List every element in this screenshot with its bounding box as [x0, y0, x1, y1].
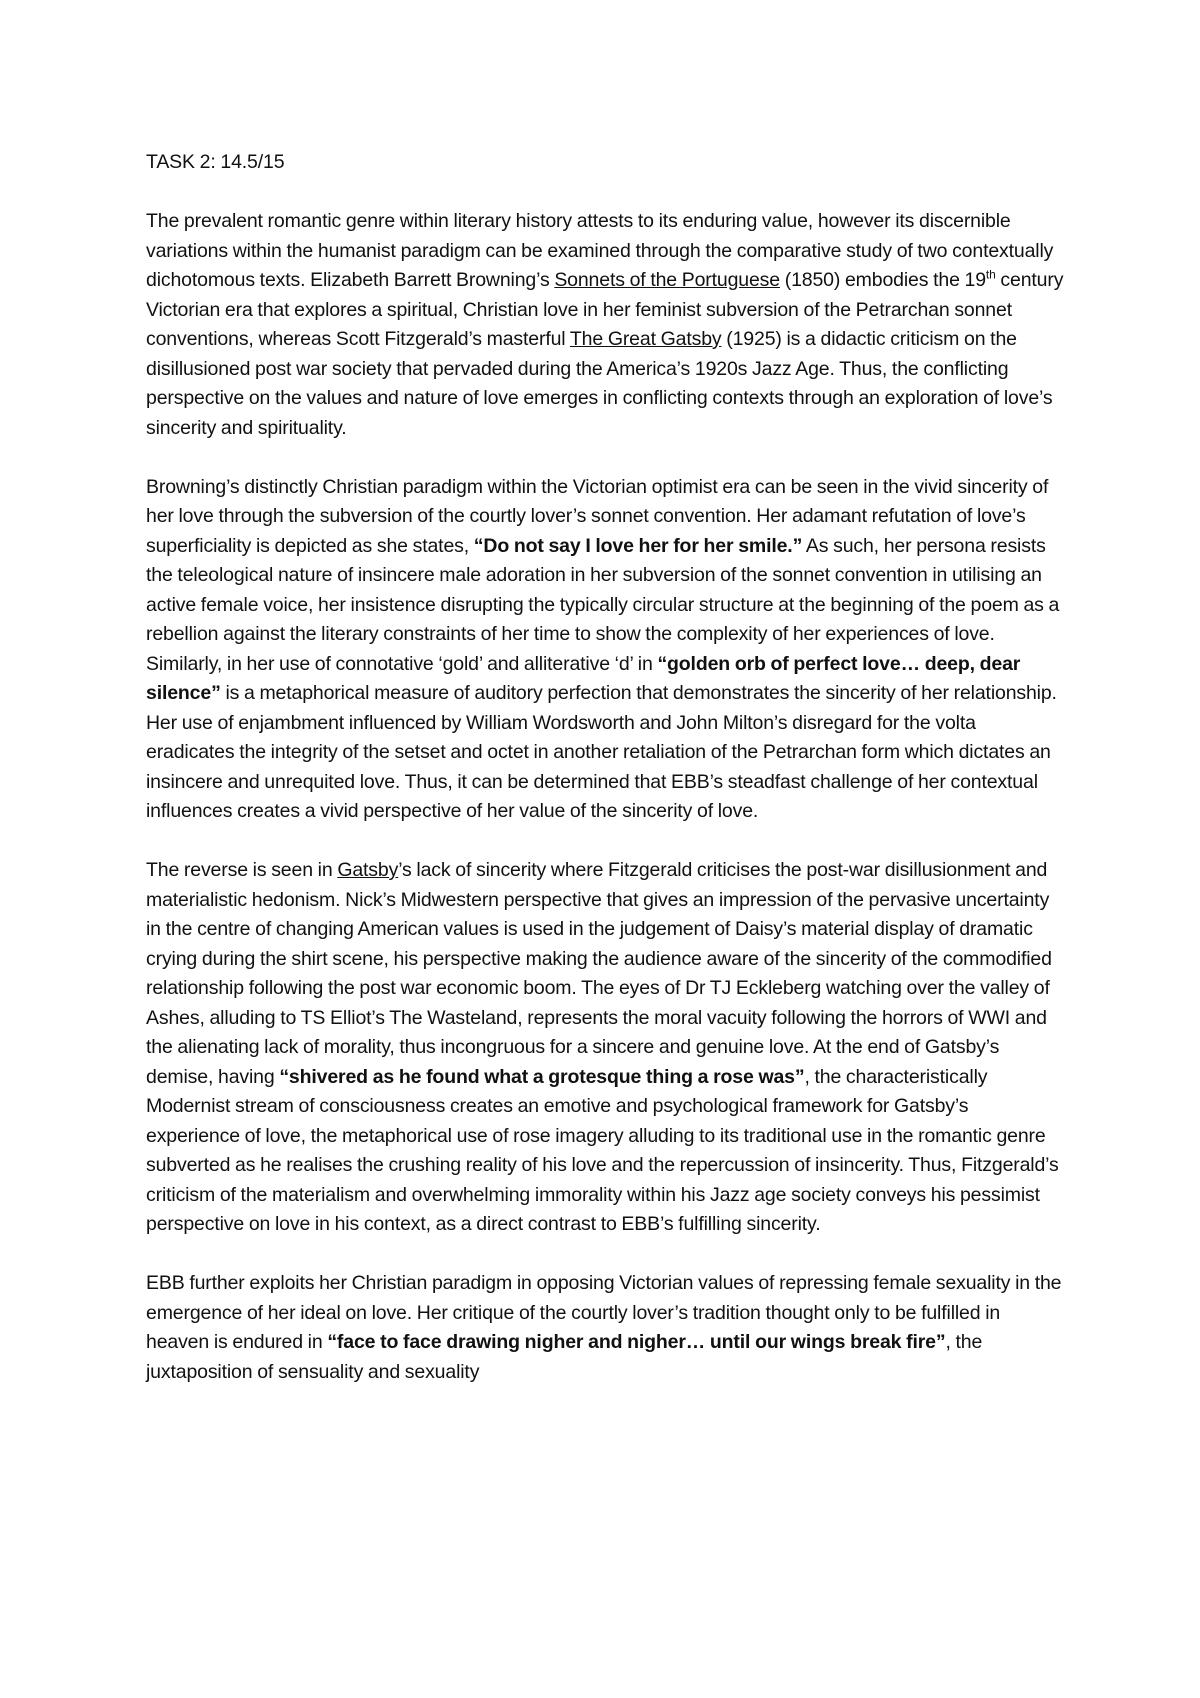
work-title-gatsby-short: Gatsby	[337, 859, 399, 881]
intro-text-4: (1925) is a didactic criticism on the disillusioned post war society that pervaded during the America’s 1920s Jazz Age. Thus, the conflicting perspective on the values and nature of love emerges in conflicting contexts through an exploration of love’s sincerity and spirituality.	[146, 328, 1053, 439]
paragraph-browning-sincerity	[146, 473, 1066, 827]
p2-text-3: is a metaphorical measure of auditory perfection that demonstrates the sincerity of her relationship. Her use of enjambment influenced by William Wordsworth and John Milton’s disregard for the volta eradicates the integrity of the setset and octet in another retaliation of the Petrarchan form which dictates an insincere and unrequited love. Thus, it can be determined that EBB’s steadfast challenge of her contextual influences creates a vivid perspective of her value of the sincerity of love.	[146, 682, 1057, 822]
p3-text-3: , the characteristically Modernist stream of consciousness creates an emotive and psychological framework for Gatsby’s experience of love, the metaphorical use of rose imagery alluding to its traditional use in the romantic genre subverted as he realises the crushing reality of his love and the repercussion of insincerity. Thus, Fitzgerald’s criticism of the materialism and overwhelming immorality within his Jazz age society conveys his pessimist perspective on love in his context, as a direct contrast to EBB’s fulfilling sincerity.	[146, 1065, 1059, 1235]
work-title-sonnets: Sonnets of the Portuguese	[554, 269, 780, 291]
p4-text-2: , the juxtaposition of sensuality and sexuality	[146, 1331, 983, 1383]
paragraph-ebb-spirituality	[146, 1269, 1066, 1387]
p3-text-2: ’s lack of sincerity where Fitzgerald criticises the post-war disillusionment and materialistic hedonism. Nick’s Midwestern perspective that gives an impression of the pervasive uncertainty in the centre of changing American values is used in the judgement of Daisy’s material display of dramatic crying during the shirt scene, his perspective making the audience aware of the sincerity of the commodified relationship following the post war economic boom. The eyes of Dr TJ Eckleberg watching over the valley of Ashes, alluding to TS Elliot’s The Wasteland, represents the moral vacuity following the horrors of WWI and the alienating lack of morality, thus incongruous for a sincere and genuine love. At the end of Gatsby’s demise, having	[146, 859, 1052, 1088]
document-body	[146, 148, 1066, 1417]
p2-text-2: As such, her persona resists the teleological nature of insincere male adoration in her subversion of the sonnet convention in utilising an active female voice, her insistence disrupting the typically circular structure at the beginning of the poem as a rebellion against the literary constraints of her time to show the complexity of her experiences of love. Similarly, in her use of connotative ‘gold’ and alliterative ‘d’ in	[146, 534, 1060, 675]
ordinal-suffix: th	[985, 267, 996, 282]
quote-grotesque-rose: “shivered as he found what a grotesque thing a rose was”	[279, 1065, 805, 1088]
quote-do-not-say: “Do not say I love her for her smile.”	[473, 534, 803, 557]
task-title: TASK 2: 14.5/15	[146, 151, 285, 173]
paragraph-gatsby-sincerity	[146, 856, 1066, 1240]
p4-text-1: EBB further exploits her Christian paradigm in opposing Victorian values of repressing female sexuality in the emergence of her ideal on love. Her critique of the courtly lover’s tradition thought only to be fulfilled in heaven is endured in	[146, 1272, 1062, 1353]
intro-text-3: century Victorian era that explores a spiritual, Christian love in her feminist subversion of the Petrarchan sonnet conventions, whereas Scott Fitzgerald’s masterful	[146, 269, 1064, 350]
intro-text-1: The prevalent romantic genre within literary history attests to its enduring value, however its discernible variations within the humanist paradigm can be examined through the comparative study of two contextually dichotomous texts. Elizabeth Barrett Browning’s	[146, 210, 1054, 291]
p3-text-1: The reverse is seen in	[146, 859, 338, 881]
work-title-gatsby: The Great Gatsby	[569, 328, 722, 350]
paragraph-introduction	[146, 207, 1066, 443]
p2-text-1: Browning’s distinctly Christian paradigm within the Victorian optimist era can be seen in the vivid sincerity of her love through the subversion of the courtly lover’s sonnet convention. Her adamant refutation of love’s superficiality is depicted as she states,	[146, 475, 1049, 557]
quote-face-to-face: “face to face drawing nigher and nigher… until our wings break fire”	[327, 1331, 946, 1353]
intro-text-2: (1850) embodies the 19	[779, 269, 986, 291]
quote-golden-orb: “golden orb of perfect love… deep, dear silence”	[146, 652, 1021, 704]
